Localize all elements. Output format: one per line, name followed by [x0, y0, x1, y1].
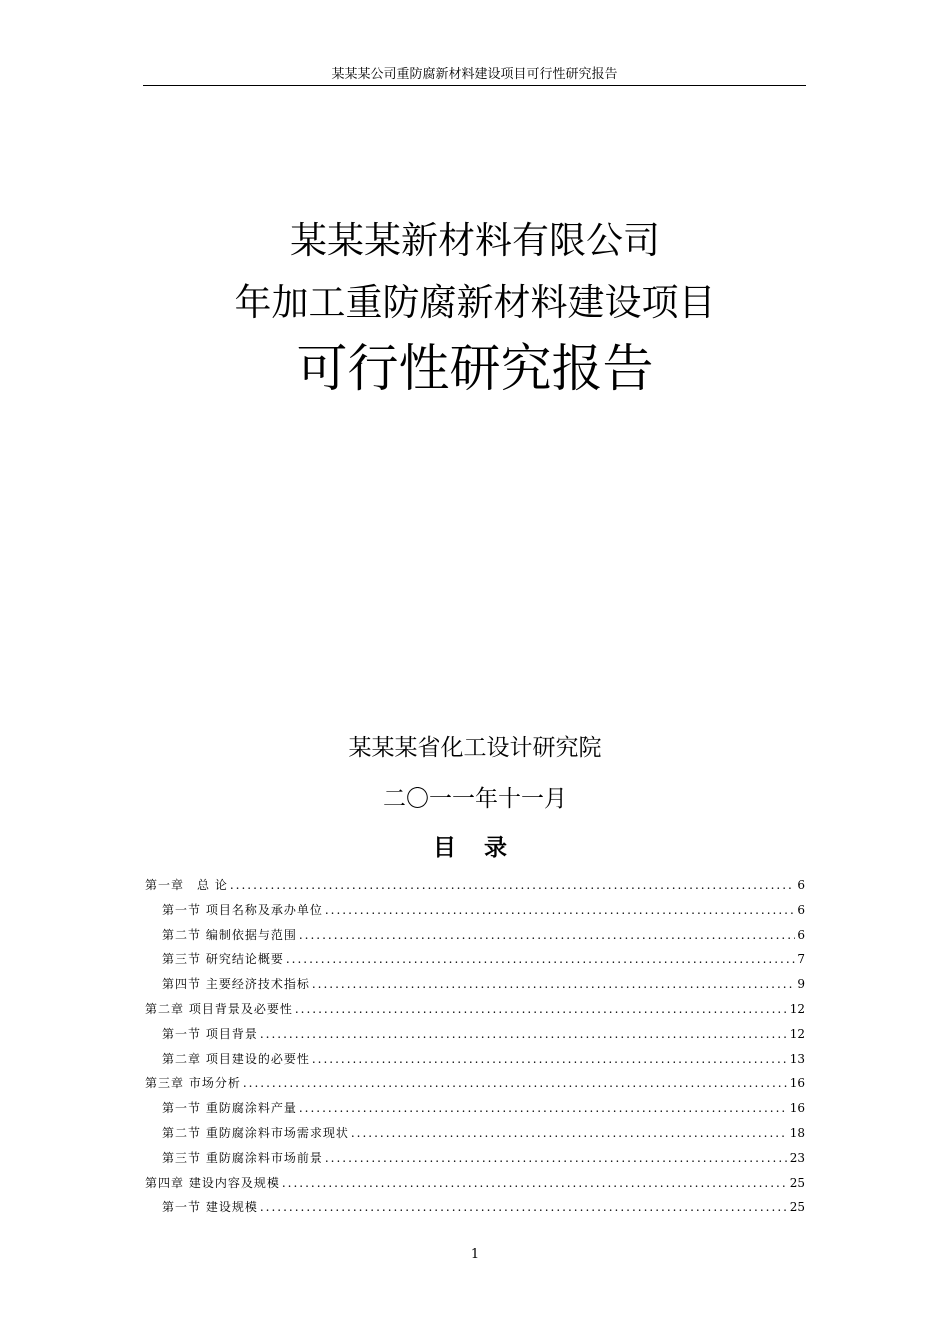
toc-entry-label: 第一节 项目背景 [162, 1026, 258, 1041]
toc-entry-page: 7 [797, 952, 805, 967]
toc-entry-page: 23 [789, 1150, 805, 1165]
toc-leader [325, 898, 796, 923]
toc-leader [312, 972, 796, 997]
cover-title-company: 某某某新材料有限公司 [290, 219, 660, 262]
header-rule [143, 85, 806, 86]
toc-leader [230, 873, 796, 898]
toc-entry-label: 第四章 建设内容及规模 [145, 1175, 280, 1190]
toc-entry[interactable] [145, 1146, 805, 1171]
toc-title: 目 录 [432, 835, 517, 861]
toc-entry[interactable] [145, 1022, 805, 1047]
toc-leader [325, 1146, 788, 1171]
toc-entry[interactable] [145, 873, 805, 898]
table-of-contents [145, 873, 805, 1220]
toc-leader [282, 1171, 788, 1196]
cover-organization: 某某某省化工设计研究院 [348, 735, 602, 761]
toc-entry[interactable] [145, 898, 805, 923]
toc-leader [295, 997, 788, 1022]
toc-entry-label: 第一节 项目名称及承办单位 [162, 902, 323, 917]
toc-leader [351, 1121, 788, 1146]
toc-entry-page: 13 [789, 1051, 805, 1066]
toc-entry[interactable] [145, 997, 805, 1022]
toc-entry-label: 第二节 重防腐涂料市场需求现状 [162, 1125, 349, 1140]
toc-entry-page: 25 [789, 1175, 805, 1190]
toc-entry-page: 6 [797, 902, 805, 917]
toc-leader [299, 1096, 788, 1121]
toc-entry[interactable] [145, 1121, 805, 1146]
toc-entry[interactable] [145, 1071, 805, 1096]
toc-entry[interactable] [145, 1195, 805, 1220]
toc-entry-page: 12 [789, 1001, 805, 1016]
toc-entry-label: 第三章 市场分析 [145, 1076, 241, 1091]
toc-entry[interactable] [145, 1047, 805, 1072]
toc-entry-page: 12 [789, 1026, 805, 1041]
toc-entry[interactable] [145, 1171, 805, 1196]
toc-entry-label: 第三节 研究结论概要 [162, 952, 284, 967]
toc-leader [260, 1022, 788, 1047]
toc-entry-label: 第一节 重防腐涂料产量 [162, 1101, 297, 1116]
toc-entry-page: 25 [789, 1200, 805, 1215]
toc-leader [312, 1047, 788, 1072]
cover-date: 二〇一一年十一月 [383, 786, 567, 812]
toc-leader [260, 1195, 788, 1220]
toc-entry-label: 第一章 总 论 [145, 878, 228, 892]
toc-entry-page: 16 [789, 1101, 805, 1116]
toc-entry-label: 第二章 项目背景及必要性 [145, 1001, 293, 1016]
toc-entry[interactable] [145, 923, 805, 948]
running-header: 某某某公司重防腐新材料建设项目可行性研究报告 [331, 67, 618, 82]
toc-entry-page: 18 [789, 1125, 805, 1140]
toc-entry-label: 第一节 建设规模 [162, 1200, 258, 1215]
toc-entry-page: 6 [797, 927, 805, 942]
cover-title-report: 可行性研究报告 [296, 340, 654, 399]
toc-entry[interactable] [145, 947, 805, 972]
toc-leader [286, 947, 796, 972]
toc-entry-page: 6 [797, 878, 805, 892]
toc-leader [299, 923, 796, 948]
cover-title-project: 年加工重防腐新材料建设项目 [234, 281, 716, 324]
page-number: 1 [470, 1247, 480, 1262]
toc-leader [243, 1071, 788, 1096]
toc-entry-label: 第二章 项目建设的必要性 [162, 1051, 310, 1066]
toc-entry-label: 第三节 重防腐涂料市场前景 [162, 1150, 323, 1165]
toc-entry-label: 第二节 编制依据与范围 [162, 927, 297, 942]
toc-entry-page: 9 [797, 977, 805, 992]
toc-entry-label: 第四节 主要经济技术指标 [162, 977, 310, 992]
toc-entry[interactable] [145, 1096, 805, 1121]
toc-entry[interactable] [145, 972, 805, 997]
toc-entry-page: 16 [789, 1076, 805, 1091]
